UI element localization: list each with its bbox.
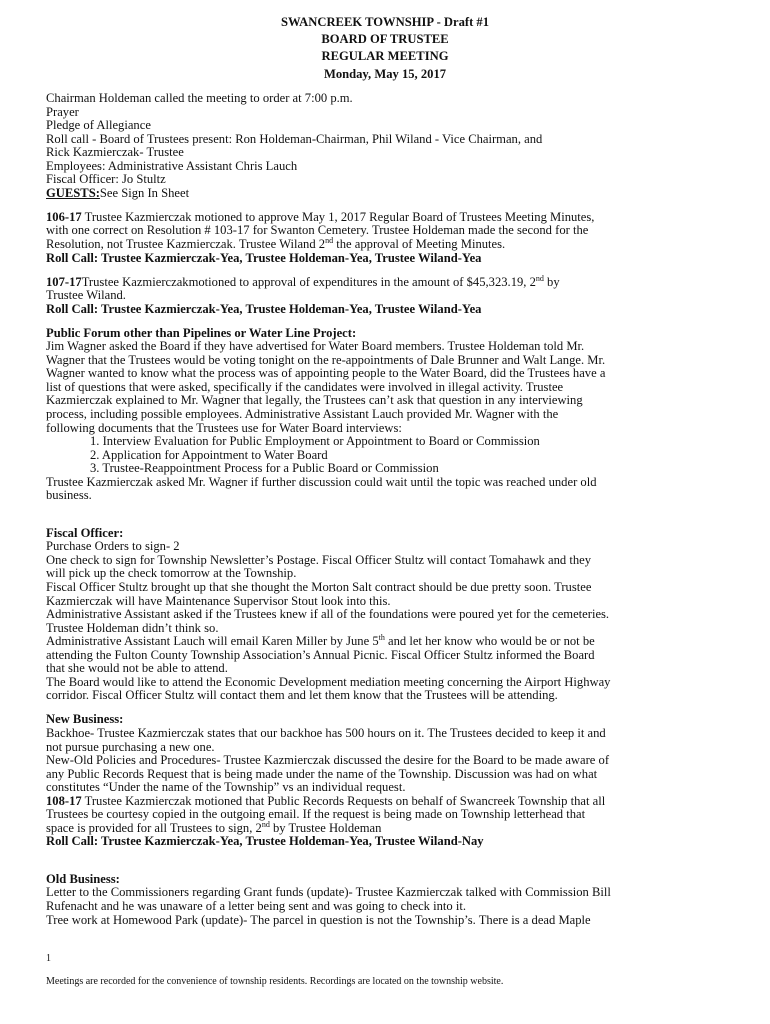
paragraph-line: Administrative Assistant Lauch will email Karen Miller by June 5th and let her know who would be or not be: [46, 633, 595, 649]
paragraph-line: Wagner that the Trustees would be voting tonight on the re-appointments of Dale Brunner and Walt Lange. Mr.: [46, 352, 606, 367]
motion-number: 106-17: [46, 209, 82, 224]
paragraph-line: process, including possible employees. Administrative Assistant Lauch provided Mr. Wagner with the: [46, 406, 559, 421]
employees-line: Employees: Administrative Assistant Chris Lauch: [46, 158, 298, 173]
paragraph-line: Administrative Assistant asked if the Trustees knew if all of the foundations were poured yet for the cemeteries.: [46, 607, 610, 622]
section-heading: Fiscal Officer:: [46, 525, 124, 540]
motion-line: 107-17Trustee Kazmierczakmotioned to approval of expenditures in the amount of $45,323.19, 2nd by: [46, 273, 560, 289]
roll-call-line: Roll call - Board of Trustees present: Ron Holdeman-Chairman, Phil Wiland - Vice Chairman, and: [46, 131, 543, 146]
section-heading: Public Forum other than Pipelines or Water Line Project:: [46, 325, 357, 340]
guests-label: GUESTS:: [46, 185, 100, 200]
list-item: 1. Interview Evaluation for Public Employment or Appointment to Board or Commission: [90, 434, 540, 449]
list-item: 2. Application for Appointment to Water Board: [90, 447, 328, 462]
paragraph-line: list of questions that were asked, specifically if the candidates were involved in illegal activity. Trustee: [46, 379, 564, 394]
motion-line: space is provided for all Trustees to sign, 2nd by Trustee Holdeman: [46, 819, 382, 835]
motion-106-17: [46, 211, 726, 265]
paragraph-line: Letter to the Commissioners regarding Grant funds (update)- Trustee Kazmierczak talked with Commission Bill: [46, 885, 611, 900]
motion-107-17: [46, 273, 726, 317]
roll-call-line: Rick Kazmierczak- Trustee: [46, 145, 184, 160]
roll-call-result: Roll Call: Trustee Kazmierczak-Yea, Trustee Holdeman-Yea, Trustee Wiland-Nay: [46, 834, 484, 849]
footer-note: Meetings are recorded for the convenience of township residents. Recordings are located on the township website.: [46, 976, 504, 987]
public-forum-section: [46, 327, 726, 503]
paragraph-line: that she would not be able to attend.: [46, 661, 228, 676]
paragraph-line: Wagner wanted to know what the process was of appointing people to the Water Board, did the Trustees have a: [46, 366, 606, 381]
roll-call-result: Roll Call: Trustee Kazmierczak-Yea, Trustee Holdeman-Yea, Trustee Wiland-Yea: [46, 250, 482, 265]
motion-line: 108-17 Trustee Kazmierczak motioned that Public Records Requests on behalf of Swancreek Township that all: [46, 793, 606, 808]
paragraph-line: Backhoe- Trustee Kazmierczak states that our backhoe has 500 hours on it. The Trustees decided to keep it and: [46, 725, 606, 740]
paragraph-line: not pursue purchasing a new one.: [46, 739, 215, 754]
fiscal-officer-line: Fiscal Officer: Jo Stultz: [46, 172, 166, 187]
paragraph-line: One check to sign for Township Newsletter’s Postage. Fiscal Officer Stultz will contact Tomahawk and they: [46, 552, 592, 567]
page-number: 1: [46, 953, 51, 964]
motion-line: Trustee Wiland.: [46, 288, 126, 303]
prayer: Prayer: [46, 104, 79, 119]
motion-number: 108-17: [46, 793, 82, 808]
motion-line: with one correct on Resolution # 103-17 for Swanton Cemetery. Trustee Holdeman made the second for the: [46, 223, 589, 238]
paragraph-line: Tree work at Homewood Park (update)- The parcel in question is not the Township’s. There is a dead Maple: [46, 912, 591, 927]
paragraph-line: Jim Wagner asked the Board if they have advertised for Water Board members. Trustee Holdeman told Mr.: [46, 339, 585, 354]
call-to-order: Chairman Holdeman called the meeting to order at 7:00 p.m.: [46, 91, 353, 105]
motion-line: Resolution, not Trustee Kazmierczak. Trustee Wiland 2nd the approval of Meeting Minutes.: [46, 235, 506, 251]
paragraph-line: corridor. Fiscal Officer Stultz will contact them and let them know that the Trustees will be attending.: [46, 688, 558, 703]
header-board-title: BOARD OF TRUSTEE: [321, 32, 449, 47]
section-heading: New Business:: [46, 712, 124, 727]
new-business-section: [46, 713, 726, 848]
paragraph-line: Trustee Kazmierczak asked Mr. Wagner if further discussion could wait until the topic was reached under old: [46, 474, 597, 489]
old-business-section: [46, 873, 726, 927]
document-header: [0, 14, 770, 83]
guests-line: [46, 187, 726, 201]
paragraph-line: Purchase Orders to sign- 2: [46, 539, 180, 554]
document-body: [46, 92, 726, 927]
pledge: Pledge of Allegiance: [46, 118, 151, 133]
guests-text: See Sign In Sheet: [99, 185, 190, 200]
paragraph-line: Rufenacht and he was unaware of a letter being sent and was going to check into it.: [46, 898, 467, 913]
header-township-title: SWANCREEK TOWNSHIP - Draft #1: [280, 15, 490, 29]
paragraph-line: business.: [46, 488, 92, 503]
section-heading: Old Business:: [46, 871, 120, 886]
paragraph-line: constitutes “Under the name of the Township” vs an individual request.: [46, 780, 406, 795]
paragraph-line: Trustee Holdeman didn’t think so.: [46, 620, 219, 635]
paragraph-line: will pick up the check tomorrow at the Township.: [46, 566, 297, 581]
paragraph-line: Kazmierczak explained to Mr. Wagner that legally, the Trustees can’t ask that question in any interviewing: [46, 393, 583, 408]
header-meeting-date: Monday, May 15, 2017: [323, 66, 447, 81]
paragraph-line: Fiscal Officer Stultz brought up that she thought the Morton Salt contract should be due pretty soon. Trustee: [46, 580, 592, 594]
paragraph-line: following documents that the Trustees use for Water Board interviews:: [46, 420, 402, 435]
paragraph-line: attending the Fulton County Township Association’s Annual Picnic. Fiscal Officer Stultz informed the Board: [46, 647, 595, 662]
paragraph-line: any Public Records Request that is being made under the name of the Township. Discussion was had on what: [46, 766, 598, 781]
paragraph-line: The Board would like to attend the Economic Development mediation meeting concerning the Airport Highway: [46, 674, 611, 689]
motion-line: 106-17 Trustee Kazmierczak motioned to approve May 1, 2017 Regular Board of Trustees Meeting Minutes,: [46, 209, 595, 224]
roll-call-result: Roll Call: Trustee Kazmierczak-Yea, Trustee Holdeman-Yea, Trustee Wiland-Yea: [46, 301, 482, 316]
fiscal-officer-section: [46, 527, 726, 703]
list-item: 3. Trustee-Reappointment Process for a Public Board or Commission: [90, 461, 439, 476]
intro-section: [46, 92, 726, 200]
paragraph-line: New-Old Policies and Procedures- Trustee Kazmierczak discussed the desire for the Board to be made aware of: [46, 753, 610, 768]
header-meeting-type: REGULAR MEETING: [321, 49, 449, 64]
motion-line: Trustees be courtesy copied in the outgoing email. If the request is being made on Township letterhead that: [46, 807, 586, 822]
motion-number: 107-17: [46, 274, 82, 289]
paragraph-line: Kazmierczak will have Maintenance Supervisor Stout look into this.: [46, 593, 391, 608]
